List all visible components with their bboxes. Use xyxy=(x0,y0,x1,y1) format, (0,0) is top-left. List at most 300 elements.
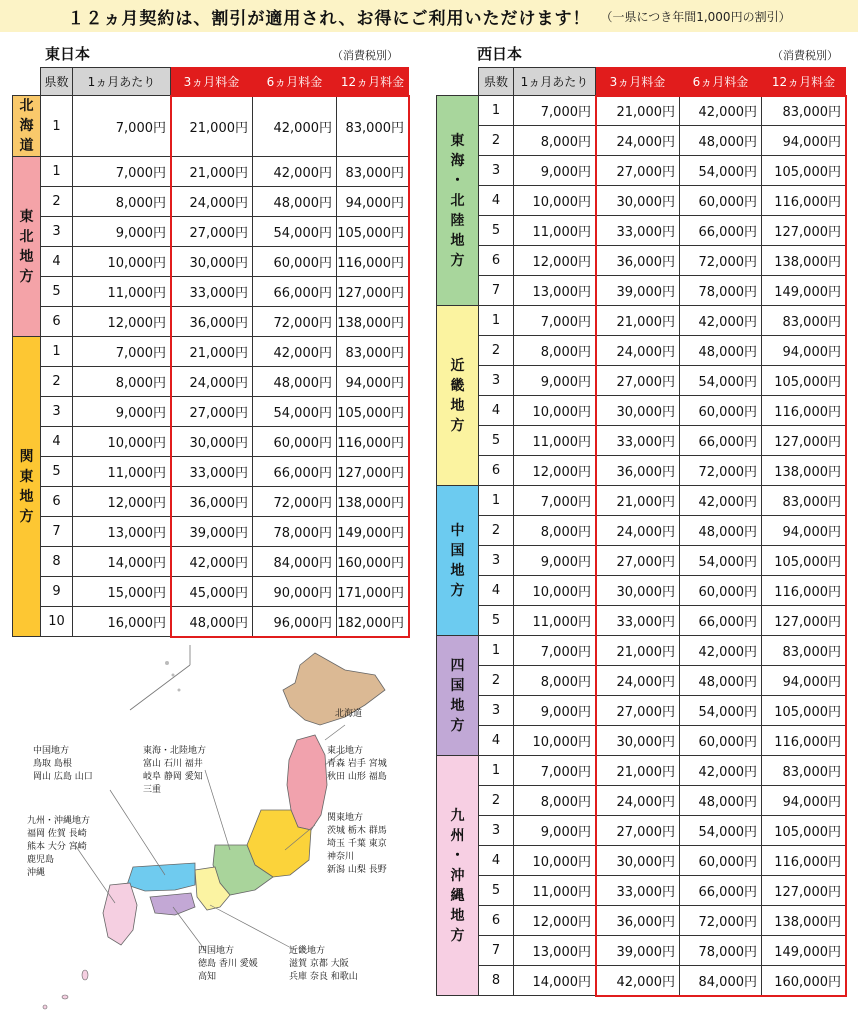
prefecture-count-cell: 2 xyxy=(479,786,514,816)
price-12-month-cell: 116,000円 xyxy=(762,186,846,216)
monthly-price-cell: 7,000円 xyxy=(514,756,596,786)
region-name-cell: 九 州 ・ 沖 縄 地 方 xyxy=(437,756,479,996)
price-6-month-cell: 72,000円 xyxy=(253,307,337,337)
monthly-price-cell: 12,000円 xyxy=(514,906,596,936)
price-3-month-cell: 30,000円 xyxy=(171,247,253,277)
price-row xyxy=(13,487,409,517)
label-tohoku-line: 青森 岩手 宮城 xyxy=(327,759,387,769)
price-3-month-cell: 27,000円 xyxy=(596,546,680,576)
price-6-month-cell: 72,000円 xyxy=(680,246,762,276)
prefecture-count-cell: 5 xyxy=(479,876,514,906)
monthly-price-cell: 10,000円 xyxy=(514,576,596,606)
prefecture-count-cell: 7 xyxy=(479,276,514,306)
price-12-month-cell: 138,000円 xyxy=(337,487,409,517)
price-row xyxy=(13,217,409,247)
price-3-month-cell: 39,000円 xyxy=(596,276,680,306)
price-3-month-cell: 21,000円 xyxy=(171,157,253,187)
monthly-price-cell: 11,000円 xyxy=(514,876,596,906)
price-row xyxy=(437,816,846,846)
price-12-month-cell: 94,000円 xyxy=(762,516,846,546)
monthly-price-cell: 8,000円 xyxy=(514,336,596,366)
japan-region-map xyxy=(15,645,415,1020)
price-3-month-cell: 21,000円 xyxy=(171,337,253,367)
prefecture-count-cell: 4 xyxy=(479,576,514,606)
price-3-month-cell: 21,000円 xyxy=(596,306,680,336)
price-12-month-cell: 83,000円 xyxy=(337,157,409,187)
label-kinki-line: 滋賀 京都 大阪 xyxy=(289,959,349,969)
price-row xyxy=(437,516,846,546)
price-3-month-cell: 30,000円 xyxy=(596,726,680,756)
label-chugoku-line: 鳥取 島根 xyxy=(33,759,72,769)
label-kyushu-line: 熊本 大分 宮崎 xyxy=(27,842,87,852)
price-12-month-cell: 116,000円 xyxy=(337,427,409,457)
price-12-month-cell: 105,000円 xyxy=(762,546,846,576)
prefecture-count-cell: 5 xyxy=(479,606,514,636)
price-6-month-cell: 72,000円 xyxy=(680,456,762,486)
prefecture-count-cell: 7 xyxy=(41,517,73,547)
header-3-month: 3ヵ月料金 xyxy=(596,68,680,96)
prefecture-count-cell: 6 xyxy=(479,246,514,276)
prefecture-count-cell: 3 xyxy=(479,816,514,846)
header-monthly: 1ヵ月あたり xyxy=(514,68,596,96)
price-row xyxy=(437,276,846,306)
label-hokkaido-title: 北海道 xyxy=(335,709,363,719)
prefecture-count-cell: 1 xyxy=(479,96,514,126)
price-12-month-cell: 149,000円 xyxy=(762,936,846,966)
price-12-month-cell: 127,000円 xyxy=(762,426,846,456)
price-3-month-cell: 30,000円 xyxy=(596,846,680,876)
price-6-month-cell: 84,000円 xyxy=(680,966,762,996)
label-shikoku-title: 四国地方 xyxy=(198,946,235,956)
price-3-month-cell: 21,000円 xyxy=(171,96,253,157)
region-name-cell: 東 海 ・ 北 陸 地 方 xyxy=(437,96,479,306)
prefecture-count-cell: 3 xyxy=(479,366,514,396)
price-row xyxy=(437,606,846,636)
label-kinki-title: 近畿地方 xyxy=(289,946,326,956)
label-shikoku-line: 徳島 香川 愛媛 xyxy=(198,959,258,969)
prefecture-count-cell: 2 xyxy=(479,126,514,156)
price-6-month-cell: 48,000円 xyxy=(680,126,762,156)
price-row xyxy=(437,876,846,906)
monthly-price-cell: 9,000円 xyxy=(514,546,596,576)
prefecture-count-cell: 6 xyxy=(479,906,514,936)
price-6-month-cell: 66,000円 xyxy=(253,277,337,307)
price-3-month-cell: 27,000円 xyxy=(596,156,680,186)
label-tohoku xyxy=(327,745,387,784)
price-3-month-cell: 33,000円 xyxy=(171,277,253,307)
prefecture-count-cell: 2 xyxy=(479,336,514,366)
price-12-month-cell: 83,000円 xyxy=(762,96,846,126)
price-12-month-cell: 94,000円 xyxy=(762,126,846,156)
label-tokai-line: 富山 石川 福井 xyxy=(143,759,203,769)
monthly-price-cell: 10,000円 xyxy=(514,726,596,756)
price-6-month-cell: 42,000円 xyxy=(680,636,762,666)
price-3-month-cell: 42,000円 xyxy=(171,547,253,577)
price-12-month-cell: 171,000円 xyxy=(337,577,409,607)
prefecture-count-cell: 2 xyxy=(479,516,514,546)
price-row xyxy=(437,786,846,816)
monthly-price-cell: 7,000円 xyxy=(514,486,596,516)
okinawa-islands xyxy=(43,970,88,1009)
price-6-month-cell: 66,000円 xyxy=(680,606,762,636)
header-12-month: 12ヵ月料金 xyxy=(762,68,846,96)
prefecture-count-cell: 5 xyxy=(479,426,514,456)
price-3-month-cell: 36,000円 xyxy=(171,487,253,517)
prefecture-count-cell: 4 xyxy=(41,247,73,277)
price-12-month-cell: 182,000円 xyxy=(337,607,409,637)
label-kyushu-line: 福岡 佐賀 長崎 xyxy=(27,829,87,839)
promo-banner xyxy=(0,0,858,32)
price-12-month-cell: 116,000円 xyxy=(762,396,846,426)
prefecture-count-cell: 1 xyxy=(479,306,514,336)
prefecture-count-cell: 3 xyxy=(479,696,514,726)
price-12-month-cell: 127,000円 xyxy=(762,606,846,636)
price-3-month-cell: 27,000円 xyxy=(596,696,680,726)
label-kinki-line: 兵庫 奈良 和歌山 xyxy=(289,972,358,982)
monthly-price-cell: 10,000円 xyxy=(73,247,171,277)
price-12-month-cell: 105,000円 xyxy=(762,366,846,396)
price-6-month-cell: 48,000円 xyxy=(680,516,762,546)
price-3-month-cell: 45,000円 xyxy=(171,577,253,607)
price-row xyxy=(437,426,846,456)
region-name-cell: 関 東 地 方 xyxy=(13,337,41,637)
prefecture-count-cell: 2 xyxy=(41,367,73,397)
label-shikoku xyxy=(198,945,258,984)
region-name-cell: 近 畿 地 方 xyxy=(437,306,479,486)
region-kyushu-shape xyxy=(103,883,137,945)
price-row xyxy=(437,636,846,666)
price-row xyxy=(13,277,409,307)
price-row xyxy=(13,457,409,487)
price-row xyxy=(437,126,846,156)
price-row xyxy=(437,576,846,606)
price-row xyxy=(437,936,846,966)
price-6-month-cell: 66,000円 xyxy=(680,426,762,456)
prefecture-count-cell: 4 xyxy=(41,427,73,457)
price-3-month-cell: 27,000円 xyxy=(596,816,680,846)
price-6-month-cell: 78,000円 xyxy=(680,936,762,966)
price-row xyxy=(13,577,409,607)
prefecture-count-cell: 1 xyxy=(41,96,73,157)
price-3-month-cell: 36,000円 xyxy=(596,906,680,936)
price-6-month-cell: 78,000円 xyxy=(253,517,337,547)
price-row xyxy=(13,397,409,427)
monthly-price-cell: 9,000円 xyxy=(73,217,171,247)
price-12-month-cell: 127,000円 xyxy=(762,216,846,246)
price-6-month-cell: 66,000円 xyxy=(253,457,337,487)
prefecture-count-cell: 5 xyxy=(41,457,73,487)
monthly-price-cell: 12,000円 xyxy=(73,307,171,337)
price-6-month-cell: 66,000円 xyxy=(680,876,762,906)
prefecture-count-cell: 8 xyxy=(479,966,514,996)
price-12-month-cell: 94,000円 xyxy=(762,666,846,696)
west-price-table xyxy=(436,67,846,996)
label-kanto-line: 新潟 山梨 長野 xyxy=(327,865,387,875)
price-6-month-cell: 60,000円 xyxy=(253,427,337,457)
prefecture-count-cell: 4 xyxy=(479,186,514,216)
header-spacer xyxy=(437,68,479,96)
price-3-month-cell: 33,000円 xyxy=(596,876,680,906)
region-chugoku-shape xyxy=(127,863,195,891)
price-3-month-cell: 30,000円 xyxy=(596,186,680,216)
map-divider-line xyxy=(130,665,190,710)
price-3-month-cell: 27,000円 xyxy=(171,397,253,427)
header-12-month: 12ヵ月料金 xyxy=(337,68,409,96)
label-tokai-line: 三重 xyxy=(143,785,162,795)
price-6-month-cell: 48,000円 xyxy=(680,786,762,816)
price-6-month-cell: 90,000円 xyxy=(253,577,337,607)
monthly-price-cell: 12,000円 xyxy=(514,456,596,486)
price-row xyxy=(13,607,409,637)
label-shikoku-line: 高知 xyxy=(198,972,217,982)
monthly-price-cell: 10,000円 xyxy=(514,186,596,216)
price-3-month-cell: 27,000円 xyxy=(596,366,680,396)
monthly-price-cell: 14,000円 xyxy=(514,966,596,996)
price-6-month-cell: 42,000円 xyxy=(680,486,762,516)
price-12-month-cell: 83,000円 xyxy=(762,636,846,666)
label-tokai-line: 岐阜 静岡 愛知 xyxy=(143,772,203,782)
price-row xyxy=(437,306,846,336)
header-count: 県数 xyxy=(41,68,73,96)
price-3-month-cell: 21,000円 xyxy=(596,96,680,126)
monthly-price-cell: 9,000円 xyxy=(514,696,596,726)
price-6-month-cell: 72,000円 xyxy=(680,906,762,936)
price-12-month-cell: 116,000円 xyxy=(762,726,846,756)
price-row xyxy=(437,756,846,786)
monthly-price-cell: 8,000円 xyxy=(514,786,596,816)
price-3-month-cell: 30,000円 xyxy=(596,576,680,606)
prefecture-count-cell: 3 xyxy=(41,397,73,427)
header-monthly: 1ヵ月あたり xyxy=(73,68,171,96)
price-6-month-cell: 78,000円 xyxy=(680,276,762,306)
price-row xyxy=(437,486,846,516)
monthly-price-cell: 15,000円 xyxy=(73,577,171,607)
prefecture-count-cell: 1 xyxy=(41,337,73,367)
price-12-month-cell: 127,000円 xyxy=(337,277,409,307)
monthly-price-cell: 11,000円 xyxy=(73,457,171,487)
region-name-cell: 四 国 地 方 xyxy=(437,636,479,756)
label-kyushu-line: 鹿児島 xyxy=(27,855,55,865)
price-3-month-cell: 42,000円 xyxy=(596,966,680,996)
monthly-price-cell: 11,000円 xyxy=(514,216,596,246)
header-spacer xyxy=(13,68,41,96)
price-row xyxy=(13,247,409,277)
monthly-price-cell: 9,000円 xyxy=(514,366,596,396)
price-6-month-cell: 42,000円 xyxy=(253,157,337,187)
price-3-month-cell: 24,000円 xyxy=(171,187,253,217)
label-tohoku-line: 秋田 山形 福島 xyxy=(327,772,387,782)
price-12-month-cell: 116,000円 xyxy=(762,846,846,876)
price-12-month-cell: 94,000円 xyxy=(762,786,846,816)
label-chugoku-title: 中国地方 xyxy=(33,746,70,756)
price-3-month-cell: 21,000円 xyxy=(596,636,680,666)
price-row xyxy=(13,96,409,157)
prefecture-count-cell: 6 xyxy=(41,307,73,337)
monthly-price-cell: 11,000円 xyxy=(514,426,596,456)
east-price-table xyxy=(12,67,409,637)
prefecture-count-cell: 1 xyxy=(479,636,514,666)
price-12-month-cell: 149,000円 xyxy=(337,517,409,547)
monthly-price-cell: 7,000円 xyxy=(73,157,171,187)
price-6-month-cell: 54,000円 xyxy=(680,546,762,576)
header-count: 県数 xyxy=(479,68,514,96)
monthly-price-cell: 9,000円 xyxy=(514,816,596,846)
banner-note: （一県につき年間1,000円の割引） xyxy=(600,9,791,24)
label-kanto xyxy=(327,812,387,877)
prefecture-count-cell: 6 xyxy=(479,456,514,486)
price-12-month-cell: 138,000円 xyxy=(337,307,409,337)
price-3-month-cell: 39,000円 xyxy=(596,936,680,966)
price-3-month-cell: 30,000円 xyxy=(171,427,253,457)
prefecture-count-cell: 10 xyxy=(41,607,73,637)
region-name-cell: 中 国 地 方 xyxy=(437,486,479,636)
price-12-month-cell: 105,000円 xyxy=(762,816,846,846)
prefecture-count-cell: 1 xyxy=(479,486,514,516)
price-12-month-cell: 116,000円 xyxy=(762,576,846,606)
price-3-month-cell: 24,000円 xyxy=(596,126,680,156)
monthly-price-cell: 16,000円 xyxy=(73,607,171,637)
price-6-month-cell: 48,000円 xyxy=(680,666,762,696)
price-row xyxy=(437,726,846,756)
label-kinki xyxy=(289,945,358,984)
monthly-price-cell: 9,000円 xyxy=(514,156,596,186)
prefecture-count-cell: 2 xyxy=(479,666,514,696)
price-row xyxy=(437,96,846,126)
label-tohoku-title: 東北地方 xyxy=(327,746,364,756)
price-row xyxy=(13,187,409,217)
price-row xyxy=(13,157,409,187)
price-3-month-cell: 33,000円 xyxy=(171,457,253,487)
price-3-month-cell: 36,000円 xyxy=(596,456,680,486)
prefecture-count-cell: 4 xyxy=(479,396,514,426)
monthly-price-cell: 10,000円 xyxy=(514,396,596,426)
prefecture-count-cell: 5 xyxy=(41,277,73,307)
price-row xyxy=(437,546,846,576)
price-row xyxy=(437,906,846,936)
west-japan-title: 西日本 xyxy=(477,45,523,63)
price-6-month-cell: 96,000円 xyxy=(253,607,337,637)
price-6-month-cell: 66,000円 xyxy=(680,216,762,246)
price-12-month-cell: 138,000円 xyxy=(762,456,846,486)
price-12-month-cell: 105,000円 xyxy=(337,397,409,427)
banner-headline: １２ヵ月契約は、割引が適用され、お得にご利用いただけます！ xyxy=(67,8,591,29)
monthly-price-cell: 8,000円 xyxy=(514,126,596,156)
monthly-price-cell: 7,000円 xyxy=(73,96,171,157)
monthly-price-cell: 11,000円 xyxy=(514,606,596,636)
monthly-price-cell: 7,000円 xyxy=(514,306,596,336)
price-3-month-cell: 39,000円 xyxy=(171,517,253,547)
price-12-month-cell: 138,000円 xyxy=(762,246,846,276)
price-row xyxy=(437,966,846,996)
prefecture-count-cell: 3 xyxy=(479,156,514,186)
price-row xyxy=(437,216,846,246)
price-row xyxy=(437,396,846,426)
price-3-month-cell: 48,000円 xyxy=(171,607,253,637)
price-6-month-cell: 60,000円 xyxy=(680,396,762,426)
price-6-month-cell: 54,000円 xyxy=(680,156,762,186)
header-6-month: 6ヵ月料金 xyxy=(680,68,762,96)
price-row xyxy=(437,336,846,366)
price-3-month-cell: 24,000円 xyxy=(596,336,680,366)
label-chugoku-line: 岡山 広島 山口 xyxy=(33,772,93,782)
price-12-month-cell: 127,000円 xyxy=(762,876,846,906)
label-kyushu xyxy=(27,815,90,880)
price-row xyxy=(13,337,409,367)
monthly-price-cell: 8,000円 xyxy=(73,187,171,217)
prefecture-count-cell: 1 xyxy=(41,157,73,187)
region-name-cell: 東 北 地 方 xyxy=(13,157,41,337)
price-12-month-cell: 105,000円 xyxy=(762,156,846,186)
prefecture-count-cell: 6 xyxy=(41,487,73,517)
price-12-month-cell: 94,000円 xyxy=(762,336,846,366)
east-tax-note: （消費税別） xyxy=(332,49,398,62)
price-6-month-cell: 72,000円 xyxy=(253,487,337,517)
prefecture-count-cell: 9 xyxy=(41,577,73,607)
region-hokkaido-shape xyxy=(283,653,385,725)
price-3-month-cell: 27,000円 xyxy=(171,217,253,247)
price-3-month-cell: 21,000円 xyxy=(596,756,680,786)
prefecture-count-cell: 5 xyxy=(479,216,514,246)
monthly-price-cell: 7,000円 xyxy=(514,636,596,666)
price-3-month-cell: 33,000円 xyxy=(596,426,680,456)
monthly-price-cell: 12,000円 xyxy=(73,487,171,517)
price-row xyxy=(13,427,409,457)
price-row xyxy=(437,156,846,186)
header-6-month: 6ヵ月料金 xyxy=(253,68,337,96)
label-kanto-title: 関東地方 xyxy=(327,813,364,823)
price-6-month-cell: 54,000円 xyxy=(253,217,337,247)
price-row xyxy=(13,367,409,397)
prefecture-count-cell: 7 xyxy=(479,936,514,966)
price-12-month-cell: 83,000円 xyxy=(762,756,846,786)
price-3-month-cell: 24,000円 xyxy=(596,516,680,546)
price-12-month-cell: 94,000円 xyxy=(337,367,409,397)
price-3-month-cell: 24,000円 xyxy=(596,666,680,696)
monthly-price-cell: 7,000円 xyxy=(514,96,596,126)
price-6-month-cell: 60,000円 xyxy=(253,247,337,277)
price-6-month-cell: 54,000円 xyxy=(680,366,762,396)
price-6-month-cell: 54,000円 xyxy=(680,816,762,846)
monthly-price-cell: 9,000円 xyxy=(73,397,171,427)
price-row xyxy=(13,547,409,577)
price-12-month-cell: 83,000円 xyxy=(337,337,409,367)
price-6-month-cell: 42,000円 xyxy=(253,337,337,367)
price-row xyxy=(13,307,409,337)
price-6-month-cell: 54,000円 xyxy=(253,397,337,427)
label-kyushu-title: 九州・沖縄地方 xyxy=(27,816,91,826)
label-tokai-title: 東海・北陸地方 xyxy=(143,746,207,756)
price-3-month-cell: 36,000円 xyxy=(171,307,253,337)
price-3-month-cell: 21,000円 xyxy=(596,486,680,516)
price-12-month-cell: 83,000円 xyxy=(337,96,409,157)
prefecture-count-cell: 3 xyxy=(41,217,73,247)
price-12-month-cell: 116,000円 xyxy=(337,247,409,277)
prefecture-count-cell: 8 xyxy=(41,547,73,577)
price-12-month-cell: 160,000円 xyxy=(762,966,846,996)
price-row xyxy=(437,186,846,216)
price-12-month-cell: 138,000円 xyxy=(762,906,846,936)
price-row xyxy=(437,456,846,486)
label-kanto-line: 茨城 栃木 群馬 xyxy=(327,826,387,836)
price-6-month-cell: 60,000円 xyxy=(680,726,762,756)
price-3-month-cell: 24,000円 xyxy=(596,786,680,816)
price-6-month-cell: 42,000円 xyxy=(680,306,762,336)
price-6-month-cell: 60,000円 xyxy=(680,576,762,606)
price-6-month-cell: 42,000円 xyxy=(253,96,337,157)
label-kanto-line: 神奈川 xyxy=(327,852,355,862)
prefecture-count-cell: 3 xyxy=(479,546,514,576)
price-6-month-cell: 42,000円 xyxy=(680,756,762,786)
